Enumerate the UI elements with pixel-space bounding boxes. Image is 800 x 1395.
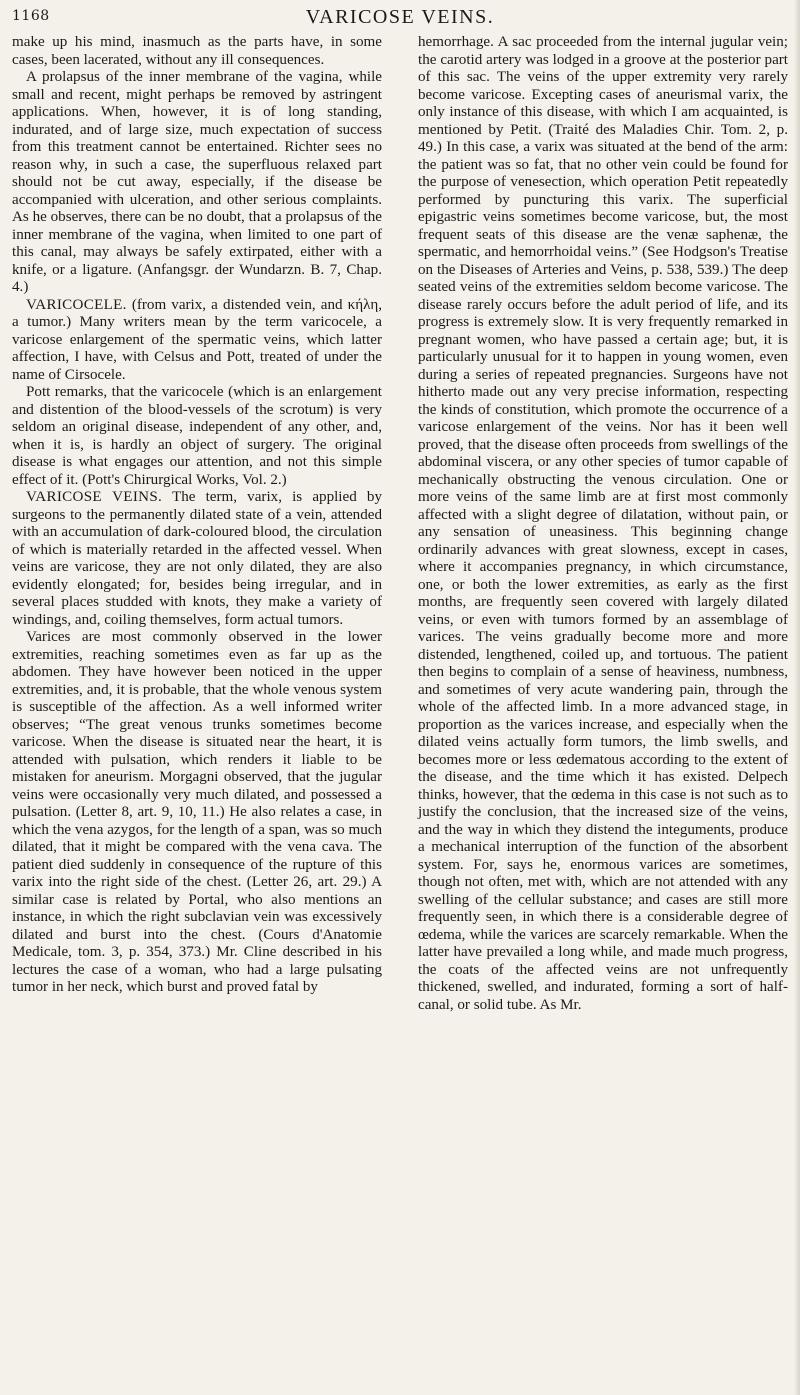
- entry-title-varicocele: VARICOCELE.: [26, 296, 127, 313]
- paragraph-pott: Pott remarks, that the varicocele (which is an enlargement and distention of the blood-vessels of the scrotum) is very seldom an original disease, independent of any other, and, when it is, is hardly an object of surgery. The original disease is what engages our attention, and not this simple effect of it. (Pott's Chirurgical Works, Vol. 2.): [12, 384, 382, 488]
- entry-text-varicocele: (from varix, a distended vein, and κήλη, a tumor.) Many writers mean by the term varicocele, a varicose enlargement of the spermatic veins, which latter affection, I have, with Celsus and Pott, treated of under the name of Cirsocele.: [12, 296, 382, 383]
- page-header: [12, 4, 788, 32]
- paragraph-prolapsus: A prolapsus of the inner membrane of the vagina, while small and recent, might perhaps be removed by astringent applications. When, however, it is of long standing, indurated, and of large size, much expectation of success from this treatment cannot be entertained. Richter sees no reason why, in such a case, the superfluous relaxed part should not be cut away, especially, if the disease be accompanied with ulceration, and other serious complaints. As he observes, there can be no doubt, that a prolapsus of the inner membrane of the vagina, when limited to one part of this canal, may always be safely extirpated, either with a knife, or a ligature. (Anfangsgr. der Wundarzn. B. 7, Chap. 4.): [12, 69, 382, 295]
- paragraph-continuation: make up his mind, inasmuch as the parts have, in some cases, been lacerated, without any ill consequences.: [12, 34, 382, 68]
- entry-text-varicose-veins: The term, varix, is applied by surgeons to the permanently dilated state of a vein, attended with an accumulation of dark-coloured blood, the circulation of which is materially retarded in the affected vessel. When veins are varicose, they are not only dilated, they are also evidently elongated; for, besides being irregular, and in several places studded with knots, they make a variety of windings, and, coiling themselves, form actual tumors.: [12, 489, 382, 628]
- left-column: [12, 34, 382, 997]
- page-edge-shadow: [794, 0, 800, 1395]
- entry-title-varicose-veins: VARICOSE VEINS.: [26, 489, 163, 505]
- entry-varicocele: [12, 297, 382, 385]
- entry-varicose-veins: [12, 489, 382, 629]
- running-title: VARICOSE VEINS.: [305, 6, 495, 28]
- paragraph-varices: Varices are most commonly observed in the lower extremities, reaching sometimes even as far up as the abdomen. They have however been noticed in the upper extremities, and, it is probable, that the whole venous system is susceptible of the affection. As a well informed writer observes; “The great venous trunks sometimes become varicose. When the disease is situated near the heart, it is attended with pulsation, which renders it liable to be mistaken for aneurism. Morgagni observed, that the jugular veins were occasionally very much dilated, and possessed a pulsation. (Letter 8, art. 9, 10, 11.) He also relates a case, in which the vena azygos, for the length of a span, was so much dilated, that it might be compared with the vena cava. The patient died suddenly in consequence of the rupture of this varix into the right side of the chest. (Letter 26, art. 29.) A similar case is related by Portal, who also mentions an instance, in which the right subclavian vein was excessively dilated and burst into the chest. (Cours d'Anatomie Medicale, tom. 3, p. 354, 373.) Mr. Cline described in his lectures the case of a woman, who had a large pulsating tumor in her neck, which burst and proved fatal by: [12, 629, 382, 995]
- page-number: 1168: [12, 8, 50, 24]
- paragraph-hemorrhage: hemorrhage. A sac proceeded from the internal jugular vein; the carotid artery was lodged in a groove at the posterior part of this sac. The veins of the upper extremity very rarely become varicose. Excepting cases of aneurismal varix, the only instance of this disease, with which I am acquainted, is mentioned by Petit. (Traité des Maladies Chir. Tom. 2, p. 49.) In this case, a varix was situated at the bend of the arm: the patient was so fat, that no other vein could be found for the purpose of venesection, which operation Petit repeatedly performed by puncturing this varix. The superficial epigastric veins sometimes become varicose, but, the most frequent seats of this disease are the venæ saphenæ, the spermatic, and hemorrhoidal veins.” (See Hodgson's Treatise on the Diseases of Arteries and Veins, p. 538, 539.) The deep seated veins of the extremities seldom become varicose. The disease rarely occurs before the adult period of life, and its progress is extremely slow. It is very frequently remarked in pregnant women, who have passed a certain age; but, it is particularly unusual for it to happen in young women, even during a series of repeated pregnancies. Surgeons have not hitherto made out any very precise information, respecting the kinds of constitution, which promote the occurrence of a varicose enlargement of the veins. Nor has it been well proved, that the disease often proceeds from swellings of the abdominal viscera, or any other species of tumor capable of mechanically obstructing the venous circulation. One or more veins of the same limb are at first most commonly affected with a slight degree of dilatation, without pain, or any sensation of uneasiness. This beginning change ordinarily advances with great slowness, except in cases, where it accompanies pregnancy, in which circumstance, one, or both the lower extremities, as early as the first months, are frequently seen covered with largely dilated veins, or even with tumors formed by an assemblage of varices. The veins gradually become more and more distended, lengthened, coiled up, and tortuous. The patient then begins to complain of a sense of heaviness, numbness, and sometimes of very acute wandering pain, through the whole of the affected limb. In a more advanced stage, in proportion as the varices increase, and especially when the dilated veins actually form tumors, the limb swells, and becomes more or less œdematous according to the extent of the disease, and the time which it has existed. Delpech thinks, however, that the œdema in this case is not such as to justify the conclusion, that the increased size of the veins, and the way in which they distend the integuments, produce a mechanical interruption of the function of the absorbent system. For, says he, enormous varices are sometimes, though not often, met with, which are not attended with any swelling of the cellular substance; and cases are still more frequently seen, in which there is a considerable degree of œdema, while the varices are scarcely remarkable. When the latter have prevailed a long while, and made much progress, the coats of the affected veins are not unfrequently thickened, swelled, and indurated, forming a sort of half-canal, or solid tube. As Mr.: [418, 34, 788, 1013]
- right-column: [418, 34, 788, 1014]
